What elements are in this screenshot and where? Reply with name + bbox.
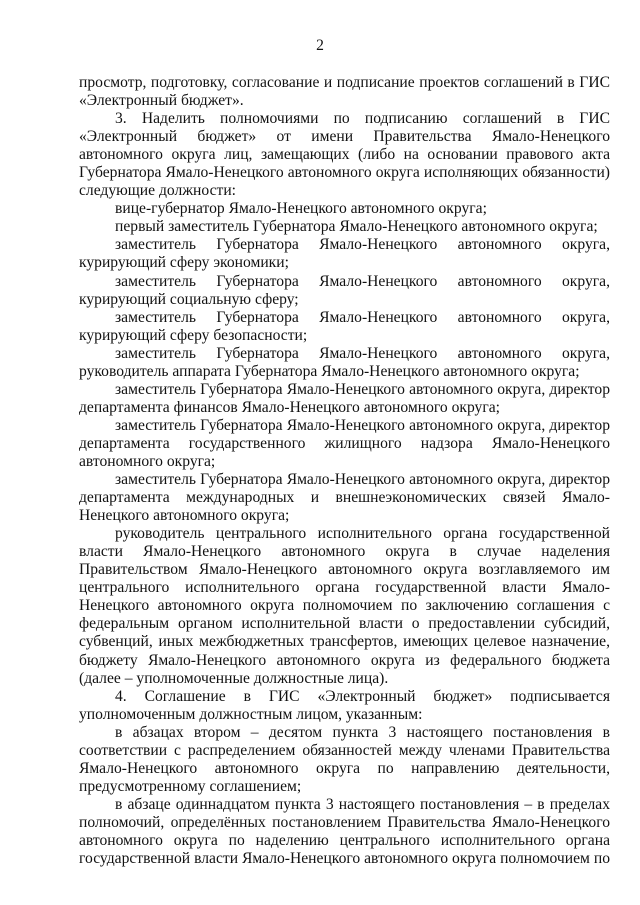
paragraph-item-4: 4. Соглашение в ГИС «Электронный бюджет» подписывается уполномоченным должностным лицом, указанным: <box>79 687 610 723</box>
position-deputy-security: заместитель Губернатора Ямало-Ненецкого автономного округа, курирующий сферу безопасности; <box>79 308 610 344</box>
paragraph-item-4-subpoint-1: в абзацах втором – десятом пункта 3 настоящего постановления в соответствии с распределением обязанностей между членами Правительства Ямало-Ненецкого автономного округа по направлению деятельности, предусмотренному соглашением; <box>79 723 610 795</box>
document-body <box>79 74 610 868</box>
position-deputy-international-relations: заместитель Губернатора Ямало-Ненецкого автономного округа, директор департамента международных и внешнеэкономических связей Ямало-Ненецкого автономного округа; <box>79 471 610 525</box>
position-vice-governor: вице-губернатор Ямало-Ненецкого автономного округа; <box>115 200 487 218</box>
paragraph-item-4-subpoint-2: в абзаце одиннадцатом пункта 3 настоящего постановления – в пределах полномочий, определённых постановлением Правительства Ямало-Ненецкого автономного округа по наделению центрального исполнительного органа государственной власти Ямало-Ненецкого автономного округа полномочием по <box>79 795 610 868</box>
paragraph-continuation: просмотр, подготовку, согласование и подписание проектов соглашений в ГИС «Электронный бюджет». <box>79 74 610 110</box>
paragraph-item-3: 3. Наделить полномочиями по подписанию соглашений в ГИС «Электронный бюджет» от имени Правительства Ямало-Ненецкого автономного округа лиц, замещающих (либо на основании правового акта Губернатора Ямало-Ненецкого автономного округа исполняющих обязанности) следующие должности: <box>79 110 610 200</box>
position-first-deputy-governor: первый заместитель Губернатора Ямало-Ненецкого автономного округа; <box>115 218 598 236</box>
position-executive-body-head: руководитель центрального исполнительного органа государственной власти Ямало-Ненецкого автономного округа в случае наделения Правительством Ямало-Ненецкого автономного округа возглавляемого им центрального исполнительного органа государственной власти Ямало-Ненецкого автономного округа полномочием по заключению соглашения с федеральным органом исполнительной власти о предоставлении субсидий, субвенций, иных межбюджетных трансфертов, имеющих целевое назначение, бюджету Ямало-Ненецкого автономного округа из федерального бюджета (далее – уполномоченные должностные лица). <box>79 525 610 687</box>
position-deputy-finance: заместитель Губернатора Ямало-Ненецкого автономного округа, директор департамента финансов Ямало-Ненецкого автономного округа; <box>79 380 610 416</box>
position-deputy-head-of-staff: заместитель Губернатора Ямало-Ненецкого автономного округа, руководитель аппарата Губернатора Ямало-Ненецкого автономного округа; <box>79 344 610 380</box>
position-deputy-economy: заместитель Губернатора Ямало-Ненецкого автономного округа, курирующий сферу экономики; <box>79 236 610 272</box>
position-deputy-social: заместитель Губернатора Ямало-Ненецкого автономного округа, курирующий социальную сферу; <box>79 272 610 308</box>
page-number: 2 <box>316 37 324 54</box>
position-deputy-housing-supervision: заместитель Губернатора Ямало-Ненецкого автономного округа, директор департамента государственного жилищного надзора Ямало-Ненецкого автономного округа; <box>79 416 610 470</box>
